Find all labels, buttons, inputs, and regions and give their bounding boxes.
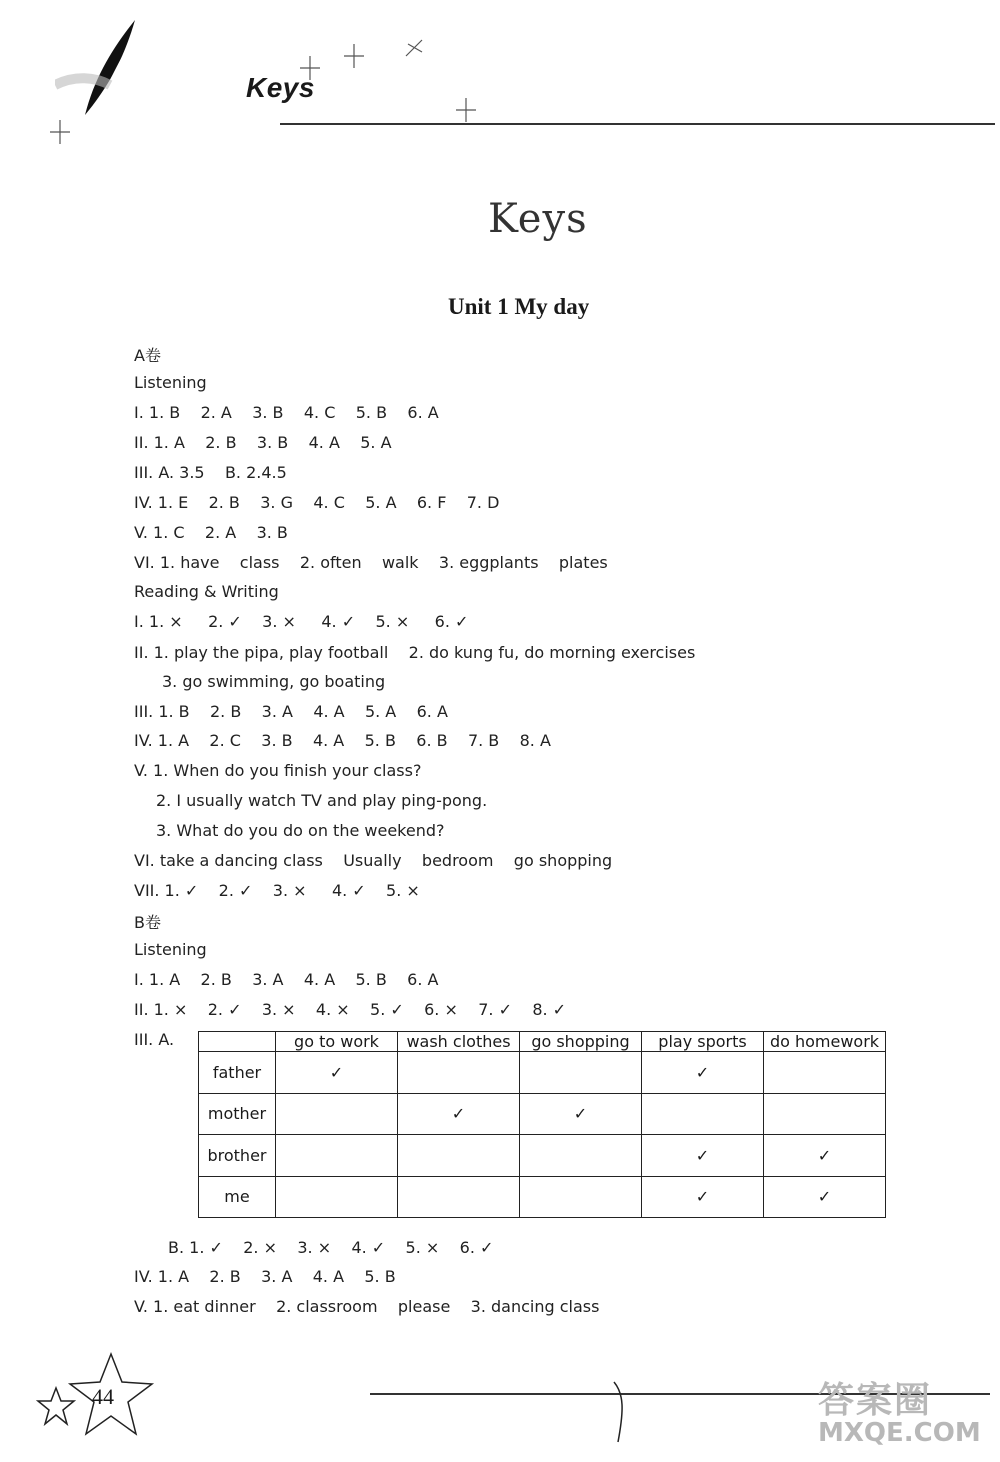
answer-line: VI. take a dancing class Usually bedroom go shopping: [134, 851, 613, 870]
answer-line: II. 1. play the pipa, play football 2. do kung fu, do morning exercises: [134, 643, 696, 662]
table-row: [199, 1093, 886, 1135]
row-label: brother: [199, 1135, 276, 1177]
table-cell: [764, 1093, 886, 1135]
answer-line: III. A.: [134, 1030, 175, 1049]
answer-line: V. 1. C 2. A 3. B: [134, 523, 288, 542]
table-cell: ✓: [276, 1052, 398, 1094]
table-row: [199, 1135, 886, 1177]
answer-line: 3. go swimming, go boating: [162, 672, 386, 691]
table-row: [199, 1052, 886, 1094]
answer-line: III. 1. B 2. B 3. A 4. A 5. A 6. A: [134, 702, 448, 721]
footer-tick-icon: [612, 1380, 626, 1444]
sparkle-icon: [400, 34, 428, 62]
sparkle-icon: [452, 96, 480, 124]
answer-line: I. 1. B 2. A 3. B 4. C 5. B 6. A: [134, 403, 439, 422]
row-label: father: [199, 1052, 276, 1094]
answer-line: B. 1. ✓ 2. × 3. × 4. ✓ 5. × 6. ✓: [168, 1238, 494, 1257]
column-header: go to work: [276, 1032, 398, 1052]
section-label: A卷: [134, 346, 161, 365]
answer-line: V. 1. When do you finish your class?: [134, 761, 422, 780]
section-label: Listening: [134, 940, 207, 959]
table-cell: [520, 1135, 642, 1177]
answer-line: II. 1. × 2. ✓ 3. × 4. × 5. ✓ 6. × 7. ✓ 8. ✓: [134, 1000, 567, 1019]
star-icon: [36, 1386, 76, 1426]
answer-line: V. 1. eat dinner 2. classroom please 3. dancing class: [134, 1297, 600, 1316]
table-cell: ✓: [642, 1176, 764, 1218]
answer-line: 3. What do you do on the weekend?: [156, 821, 445, 840]
table-corner-cell: [199, 1032, 276, 1052]
table-cell: [642, 1093, 764, 1135]
section-label: B卷: [134, 913, 161, 932]
answer-line: II. 1. A 2. B 3. B 4. A 5. A: [134, 433, 392, 452]
column-header: wash clothes: [398, 1032, 520, 1052]
sparkle-icon: [340, 42, 368, 70]
table-cell: [276, 1093, 398, 1135]
section-label: Reading & Writing: [134, 582, 279, 601]
column-header: do homework: [764, 1032, 886, 1052]
table-cell: ✓: [398, 1093, 520, 1135]
table-cell: [398, 1135, 520, 1177]
table-cell: ✓: [764, 1135, 886, 1177]
answer-line: I. 1. × 2. ✓ 3. × 4. ✓ 5. × 6. ✓: [134, 612, 469, 631]
activity-table: [198, 1031, 886, 1218]
table-cell: [520, 1176, 642, 1218]
answer-line: IV. 1. A 2. C 3. B 4. A 5. B 6. B 7. B 8. A: [134, 731, 551, 750]
section-label: Listening: [134, 373, 207, 392]
table-cell: ✓: [520, 1093, 642, 1135]
answer-line: IV. 1. E 2. B 3. G 4. C 5. A 6. F 7. D: [134, 493, 500, 512]
table-cell: ✓: [764, 1176, 886, 1218]
feather-logo-icon: [55, 15, 165, 125]
column-header: play sports: [642, 1032, 764, 1052]
table-cell: [276, 1135, 398, 1177]
answer-line: VII. 1. ✓ 2. ✓ 3. × 4. ✓ 5. ×: [134, 881, 420, 900]
table-cell: [520, 1052, 642, 1094]
header-title: Keys: [246, 72, 315, 103]
row-label: mother: [199, 1093, 276, 1135]
answer-line: IV. 1. A 2. B 3. A 4. A 5. B: [134, 1267, 396, 1286]
watermark-url: MXQE.COM: [818, 1418, 981, 1448]
table-cell: [764, 1052, 886, 1094]
unit-title: Unit 1 My day: [448, 294, 590, 319]
answer-line: 2. I usually watch TV and play ping-pong.: [156, 791, 488, 810]
answer-line: VI. 1. have class 2. often walk 3. eggplants plates: [134, 553, 608, 572]
table-cell: ✓: [642, 1052, 764, 1094]
table-cell: [398, 1052, 520, 1094]
watermark-logo: 答案圈: [818, 1380, 933, 1421]
table-header-row: [199, 1032, 886, 1052]
table-cell: ✓: [642, 1135, 764, 1177]
row-label: me: [199, 1176, 276, 1218]
sparkle-icon: [46, 118, 74, 146]
column-header: go shopping: [520, 1032, 642, 1052]
page-title: Keys: [488, 196, 588, 242]
table-cell: [276, 1176, 398, 1218]
table-row: [199, 1176, 886, 1218]
answer-line: III. A. 3.5 B. 2.4.5: [134, 463, 287, 482]
page-number: 44: [92, 1384, 114, 1409]
answer-line: I. 1. A 2. B 3. A 4. A 5. B 6. A: [134, 970, 439, 989]
header-rule: [280, 123, 995, 125]
table-cell: [398, 1176, 520, 1218]
